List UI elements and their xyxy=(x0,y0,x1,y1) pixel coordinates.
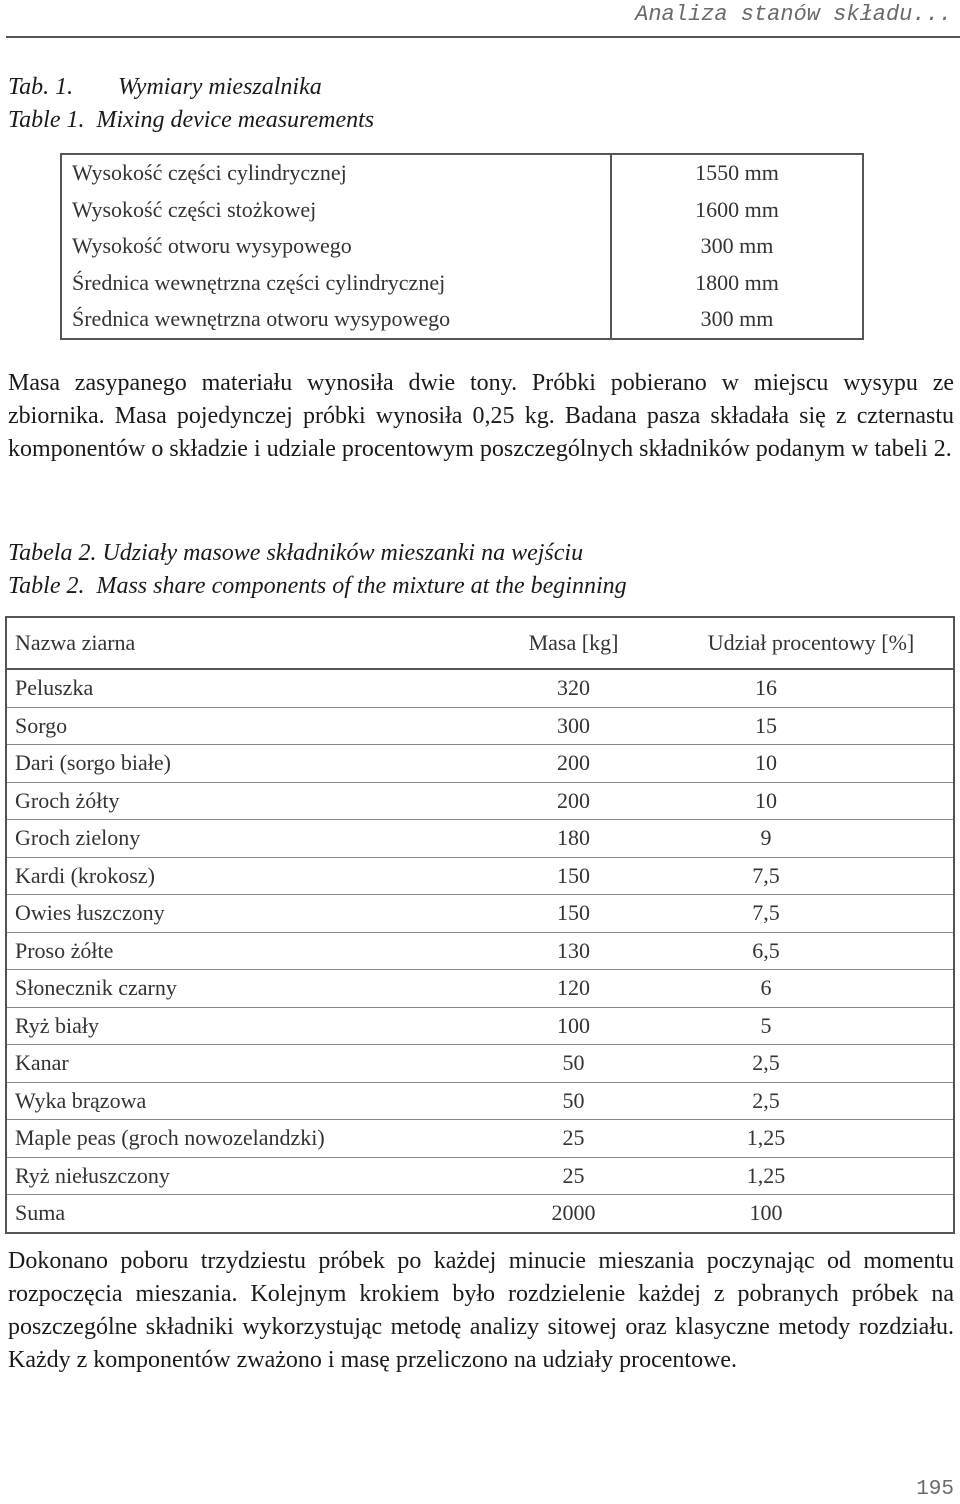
table1-caption-pl-text: Wymiary mieszalnika xyxy=(118,74,322,100)
mass-cell: 150 xyxy=(478,895,669,933)
percentage-cell: 100 xyxy=(749,1200,783,1226)
table-row xyxy=(6,1082,954,1120)
table-row xyxy=(61,154,863,192)
percentage-cell: 1,25 xyxy=(669,1157,954,1195)
dimension-name: Wysokość części stożkowej xyxy=(61,192,611,229)
dimension-name: Średnica wewnętrzna części cylindrycznej xyxy=(61,265,611,302)
mass-cell: 2000 xyxy=(551,1200,596,1226)
percentage-cell: 6,5 xyxy=(669,932,954,970)
grain-name-cell: Ryż niełuszczony xyxy=(6,1157,478,1195)
mass-cell: 25 xyxy=(478,1120,669,1158)
mass-cell: 300 xyxy=(478,707,669,745)
grain-name-cell: Słonecznik czarny xyxy=(6,970,478,1008)
column-header-percentage: Udział procentowy [%] xyxy=(669,617,954,669)
grain-name-cell: Proso żółte xyxy=(6,932,478,970)
dimension-value: 1600 mm xyxy=(611,192,863,229)
paragraph-sample-description: Masa zasypanego materiału wynosiła dwie tony. Próbki pobierano w miejscu wysypu ze zbiornika. Masa pojedynczej próbki wynosiła 0,25 kg. Badana pasza składała się z czternastu komponentów o składzie i udziale procentowym poszczególnych składników podanym w tabeli 2. xyxy=(8,370,954,462)
table1-caption-pl xyxy=(8,71,374,104)
percentage-cell: 7,5 xyxy=(669,895,954,933)
grain-name-cell: Kardi (krokosz) xyxy=(6,857,478,895)
table-row xyxy=(6,1157,954,1195)
table1-caption xyxy=(8,71,374,137)
percentage-cell: 2,5 xyxy=(669,1082,954,1120)
mass-cell: 25 xyxy=(478,1157,669,1195)
mass-cell: 50 xyxy=(478,1045,669,1083)
header-rule xyxy=(6,36,960,38)
grain-name-cell: Sorgo xyxy=(6,707,478,745)
table-row xyxy=(6,970,954,1008)
percentage-cell: 9 xyxy=(669,820,954,858)
table-row xyxy=(6,932,954,970)
table-row xyxy=(61,192,863,229)
column-header-grain-name: Nazwa ziarna xyxy=(6,617,478,669)
mass-cell: 200 xyxy=(478,782,669,820)
grain-composition-table xyxy=(5,616,955,1234)
grain-name-cell: Suma xyxy=(15,1200,66,1226)
mass-cell: 200 xyxy=(478,745,669,783)
table-row xyxy=(6,1120,954,1158)
percentage-cell: 7,5 xyxy=(669,857,954,895)
column-header-mass: Masa [kg] xyxy=(478,617,669,669)
table-row xyxy=(6,820,954,858)
grain-name-cell: Maple peas (groch nowozelandzki) xyxy=(6,1120,478,1158)
table1-caption-en: Table 1. Mixing device measurements xyxy=(8,107,375,133)
dimension-name: Wysokość otworu wysypowego xyxy=(61,228,611,265)
grain-name-cell: Groch zielony xyxy=(6,820,478,858)
percentage-cell: 15 xyxy=(669,707,954,745)
mass-cell: 180 xyxy=(478,820,669,858)
table-row xyxy=(6,669,954,707)
table-row xyxy=(6,857,954,895)
table-row xyxy=(6,745,954,783)
percentage-cell: 2,5 xyxy=(669,1045,954,1083)
table2-caption-pl: Tabela 2. Udziały masowe składników mieszanki na wejściu xyxy=(8,540,584,566)
grain-name-cell: Ryż biały xyxy=(6,1007,478,1045)
dimension-value: 300 mm xyxy=(611,228,863,265)
table-row xyxy=(6,707,954,745)
table-row xyxy=(61,228,863,265)
table-header-row xyxy=(6,617,954,669)
dimension-value: 1550 mm xyxy=(611,154,863,192)
table2-caption-en: Table 2. Mass share components of the mixture at the beginning xyxy=(8,573,627,599)
page-number: 195 xyxy=(916,1478,954,1501)
table-row xyxy=(6,1045,954,1083)
percentage-cell: 16 xyxy=(669,669,954,707)
dimensions-table xyxy=(60,153,864,340)
mass-cell: 50 xyxy=(478,1082,669,1120)
dimension-value: 300 mm xyxy=(611,301,863,339)
percentage-cell: 10 xyxy=(669,745,954,783)
mass-cell: 100 xyxy=(478,1007,669,1045)
percentage-cell: 5 xyxy=(669,1007,954,1045)
table1-caption-pl-number: Tab. 1. xyxy=(8,74,74,100)
grain-name-cell: Peluszka xyxy=(6,669,478,707)
mass-cell: 130 xyxy=(478,932,669,970)
table-row xyxy=(6,782,954,820)
paragraph-sampling-method: Dokonano poboru trzydziestu próbek po każdej minucie mieszania poczynając od momentu rozpoczęcia mieszania. Kolejnym krokiem było rozdzielenie każdej z pobranych próbek na poszczególne składniki wykorzystując metodę analizy sitowej oraz klasyczne metody rozdziału. Każdy z komponentów zważono i masę przeliczono na udziały procentowe. xyxy=(8,1248,954,1373)
grain-name-cell: Owies łuszczony xyxy=(6,895,478,933)
table-row xyxy=(6,1007,954,1045)
percentage-cell: 1,25 xyxy=(669,1120,954,1158)
table-row xyxy=(61,265,863,302)
grain-name-cell: Wyka brązowa xyxy=(6,1082,478,1120)
dimension-name: Średnica wewnętrzna otworu wysypowego xyxy=(61,301,611,339)
percentage-cell: 6 xyxy=(669,970,954,1008)
table-row xyxy=(6,1195,954,1233)
mass-cell: 120 xyxy=(478,970,669,1008)
table-row xyxy=(6,895,954,933)
grain-name-cell: Dari (sorgo białe) xyxy=(6,745,478,783)
table2-caption xyxy=(8,537,627,603)
grain-name-cell: Kanar xyxy=(6,1045,478,1083)
running-title: Analiza stanów składu... xyxy=(635,2,952,27)
dimension-value: 1800 mm xyxy=(611,265,863,302)
grain-name-cell: Groch żółty xyxy=(6,782,478,820)
mass-cell: 320 xyxy=(478,669,669,707)
table-row xyxy=(61,301,863,339)
percentage-cell: 10 xyxy=(669,782,954,820)
dimension-name: Wysokość części cylindrycznej xyxy=(61,154,611,192)
page-header xyxy=(0,0,960,38)
mass-cell: 150 xyxy=(478,857,669,895)
